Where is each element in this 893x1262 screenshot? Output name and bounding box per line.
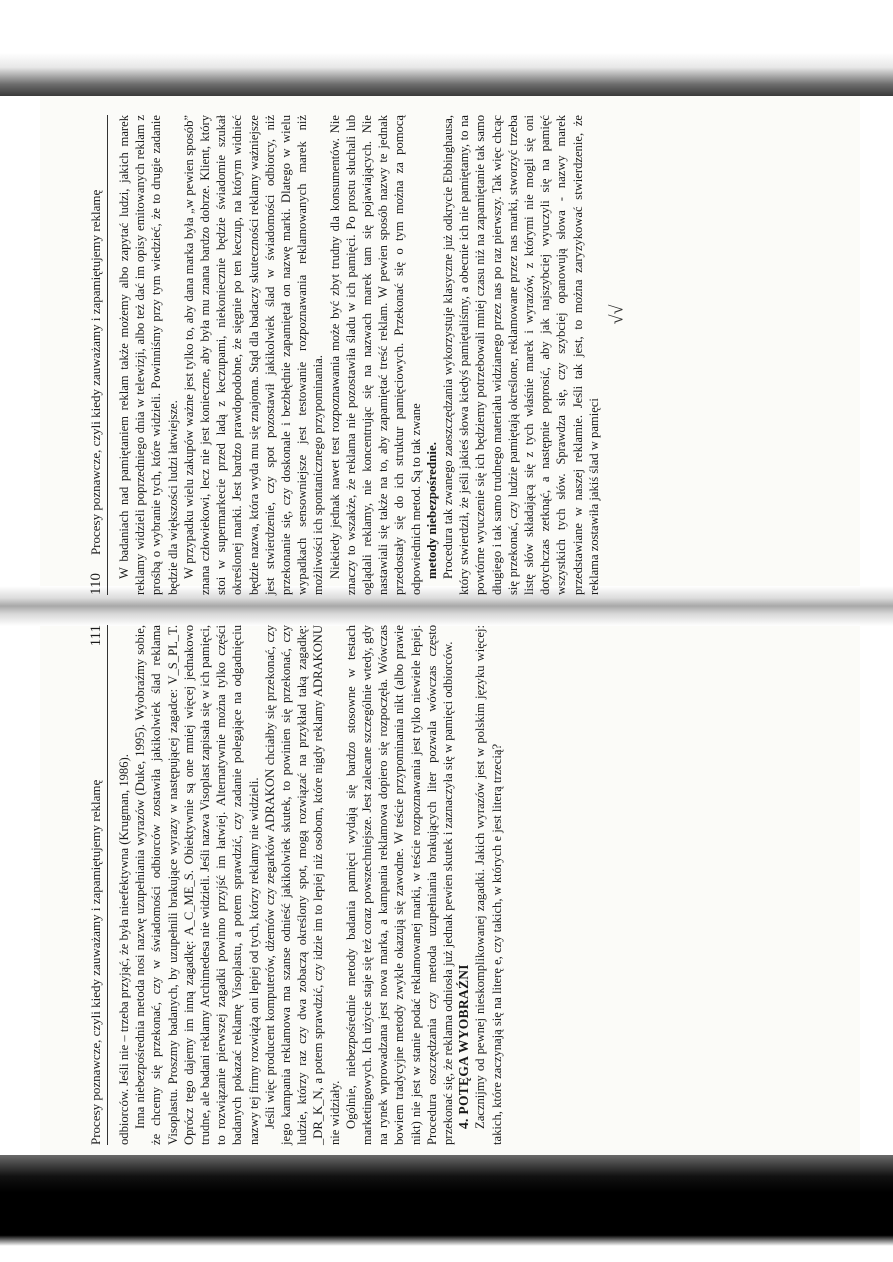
paragraph: Zacznijmy od pewnej nieskomplikowanej zagadki. Jakich wyrazów jest w polskim języku więcej: takich, które zaczynają się na literę e, czy takich, w których e jest literą trzecią? [473, 625, 504, 1145]
running-head [88, 625, 108, 1145]
running-head-text: Procesy poznawcze, czyli kiedy zauważamy i zapamiętujemy reklamę [88, 779, 103, 1145]
paragraph: W badaniach nad pamiętaniem reklam także możemy albo zapytać ludzi, jakich marek reklamy widzieli poprzedniego dnia w telewizji, albo też dać im opisy emitowanych reklam z prośbą o wybranie tych, które widzieli. Powinniśmy przy tym wiedzieć, że to drugie zadanie będzie dla większości ludzi łatwiejsze. [117, 115, 180, 595]
running-head [88, 115, 108, 595]
paragraph: W przypadku wielu zakupów ważne jest tylko to, aby dana marka była „w pewien sposób” znana człowiekowi, lecz nie jest konieczne, aby była mu znana bardzo dobrze. Klient, który stoi w supermarkecie przed ladą z keczupami, niekoniecznie będzie świadomie szukał określonej marki. Jest bardzo prawdopodobne, że sięgnie po ten keczup, na którym widnieć będzie nazwa, która wyda mu się znajoma. Stąd dla badaczy skuteczności reklamy ważniejsze jest stwierdzenie, czy spot pozostawił jakikolwiek ślad w świadomości odbiorcy, niż przekonanie się, czy doskonale i bezbłędnie zapamiętał on nazwę marki. Dlatego w wielu wypadkach sensowniejsze jest testowanie rozpoznawania reklamowanych marek niż możliwości ich spontanicznego przypominania. [181, 115, 326, 595]
page-110 [88, 115, 793, 595]
page-number: 111 [88, 625, 104, 647]
handwritten-check-mark: √√ [606, 304, 627, 325]
page-111 [88, 625, 793, 1145]
paragraph: Inna niebezpośrednia metoda nosi nazwę uzupełniania wyrazów (Duke, 1995). Wyobraźmy sobie, że chcemy się przekonać, czy w świadomości odbiorców zostawiła jakikolwiek ślad reklama Visoplastu. Proszmy badanych, by uzupełnili brakujące wyrazy w następującej zagadce: V_S_PL_T. Oprócz tego dajemy im inną zagadkę: A_C_ME_S. Obiektywnie są one mniej więcej jednakowo trudne, ale badani reklamy Archimedesa nie widzieli. Jeśli nazwa Visoplast zapisała się w ich pamięci, to rozwiązanie pierwszej zagadki powinno przyjść im łatwiej. Alternatywnie można tylko części badanych pokazać reklamę Visoplastu, a potem sprawdzić, czy zadanie polegające na odgadnięciu nazwy tej firmy rozwiążą oni lepiej od tych, którzy reklamy nie widzieli. [133, 625, 261, 1145]
page-body [116, 115, 602, 595]
section-heading: 4. POTĘGA WYOBRAŹNI [456, 964, 472, 1129]
paragraph: Jeśli więc producent komputerów, dżemów czy zegarków ADRAKON chciałby się przekonać, czy jego kampania reklamowa ma szanse odnieść jakikolwiek skutek, to powinien się przekonać, czy ludzie, którzy raz czy dwa zobaczą określony spot, mogą rozwiązać na przykład taką zagadkę: _DR_K_N, a potem sprawdzić, czy idzie im to lepiej niż osobom, które nigdy reklamy ADRAKONU nie widziały. [262, 625, 342, 1145]
page-number: 110 [88, 573, 104, 595]
running-head-text: Procesy poznawcze, czyli kiedy zauważamy i zapamiętujemy reklamę [88, 189, 103, 556]
scanner-bottom-edge [0, 1155, 893, 1262]
paragraph: Procedura tak zwanego zaoszczędzania wykorzystuje klasyczne już odkrycie Ebbinghausa, który stwierdził, że jeśli jakieś słowa kiedyś pamiętaliśmy, a obecnie ich nie pamiętamy, to na powtórne wyuczenie się ich będziemy potrzebowali mniej czasu niż na zapamiętanie tak samo długiego i tak samo trudnego materiału widzianego przez nas po raz pierwszy. Tak więc chcąc się przekonać, czy ludzie pamiętają określone, reklamowane przez nas marki, stworzyć trzeba listę słów składającą się z tych właśnie marek i wyrazów, z którymi nie mogli się oni dotychczas zetknąć, a następnie poprosić, aby jak najszybciej wyuczyli się na pamięć wszystkich tych słów. Sprawdza się, czy szybciej opanowują słowa - nazwy marek przedstawiane w naszej reklamie. Jeśli tak jest, to można zaryzykować stwierdzenie, że reklama zostawiła jakiś ślad w pamięci [441, 115, 601, 595]
paragraph: odbiorców. Jeśli nie – trzeba przyjąć, że była nieefektywna (Krugman, 1986). [117, 754, 131, 1145]
scanner-top-edge [0, 0, 893, 96]
paragraph: Niekiedy jednak nawet test rozpoznawania może być zbyt trudny dla konsumentów. Nie znaczy to wszakże, że reklama nie pozostawiła śladu w ich pamięci. Po prostu słuchali lub oglądali reklamy, nie koncentrując się na nazwach marek tam się pojawiających. Nie nastawiali się także na to, aby zapamiętać treść reklam. W pewien sposób nazwy te jednak przedostały się do ich struktur pamięciowych. Przekonać się o tym można za pomocą odpowiednich metod. Są to tak zwane [327, 115, 423, 595]
page-body [116, 625, 505, 1145]
section-heading: metody niebezpośrednie. [423, 442, 439, 579]
paragraph: Ogólnie, niebezpośrednie metody badania pamięci wydają się bardzo stosowne w testach marketingowych. Ich użycie staje się też coraz powszechniejsze. Jest zalecane szczególnie wtedy, gdy na rynek wprowadzana jest nowa marka, a kampania reklamowa dopiero się rozpoczęła. Wówczas bowiem tradycyjne metody zwykle okazują się zawodne. W teście przypominania nikt (albo prawie nikt) nie jest w stanie podać reklamowanej marki, w teście rozpoznawania jest tylko niewiele lepiej. Procedura oszczędzania czy metoda uzupełniania brakujących liter pozwala wówczas często przekonać się, że reklama odniosła już jednak pewien skutek i zaznaczyła się w pamięci odbiorców. [343, 625, 456, 1145]
